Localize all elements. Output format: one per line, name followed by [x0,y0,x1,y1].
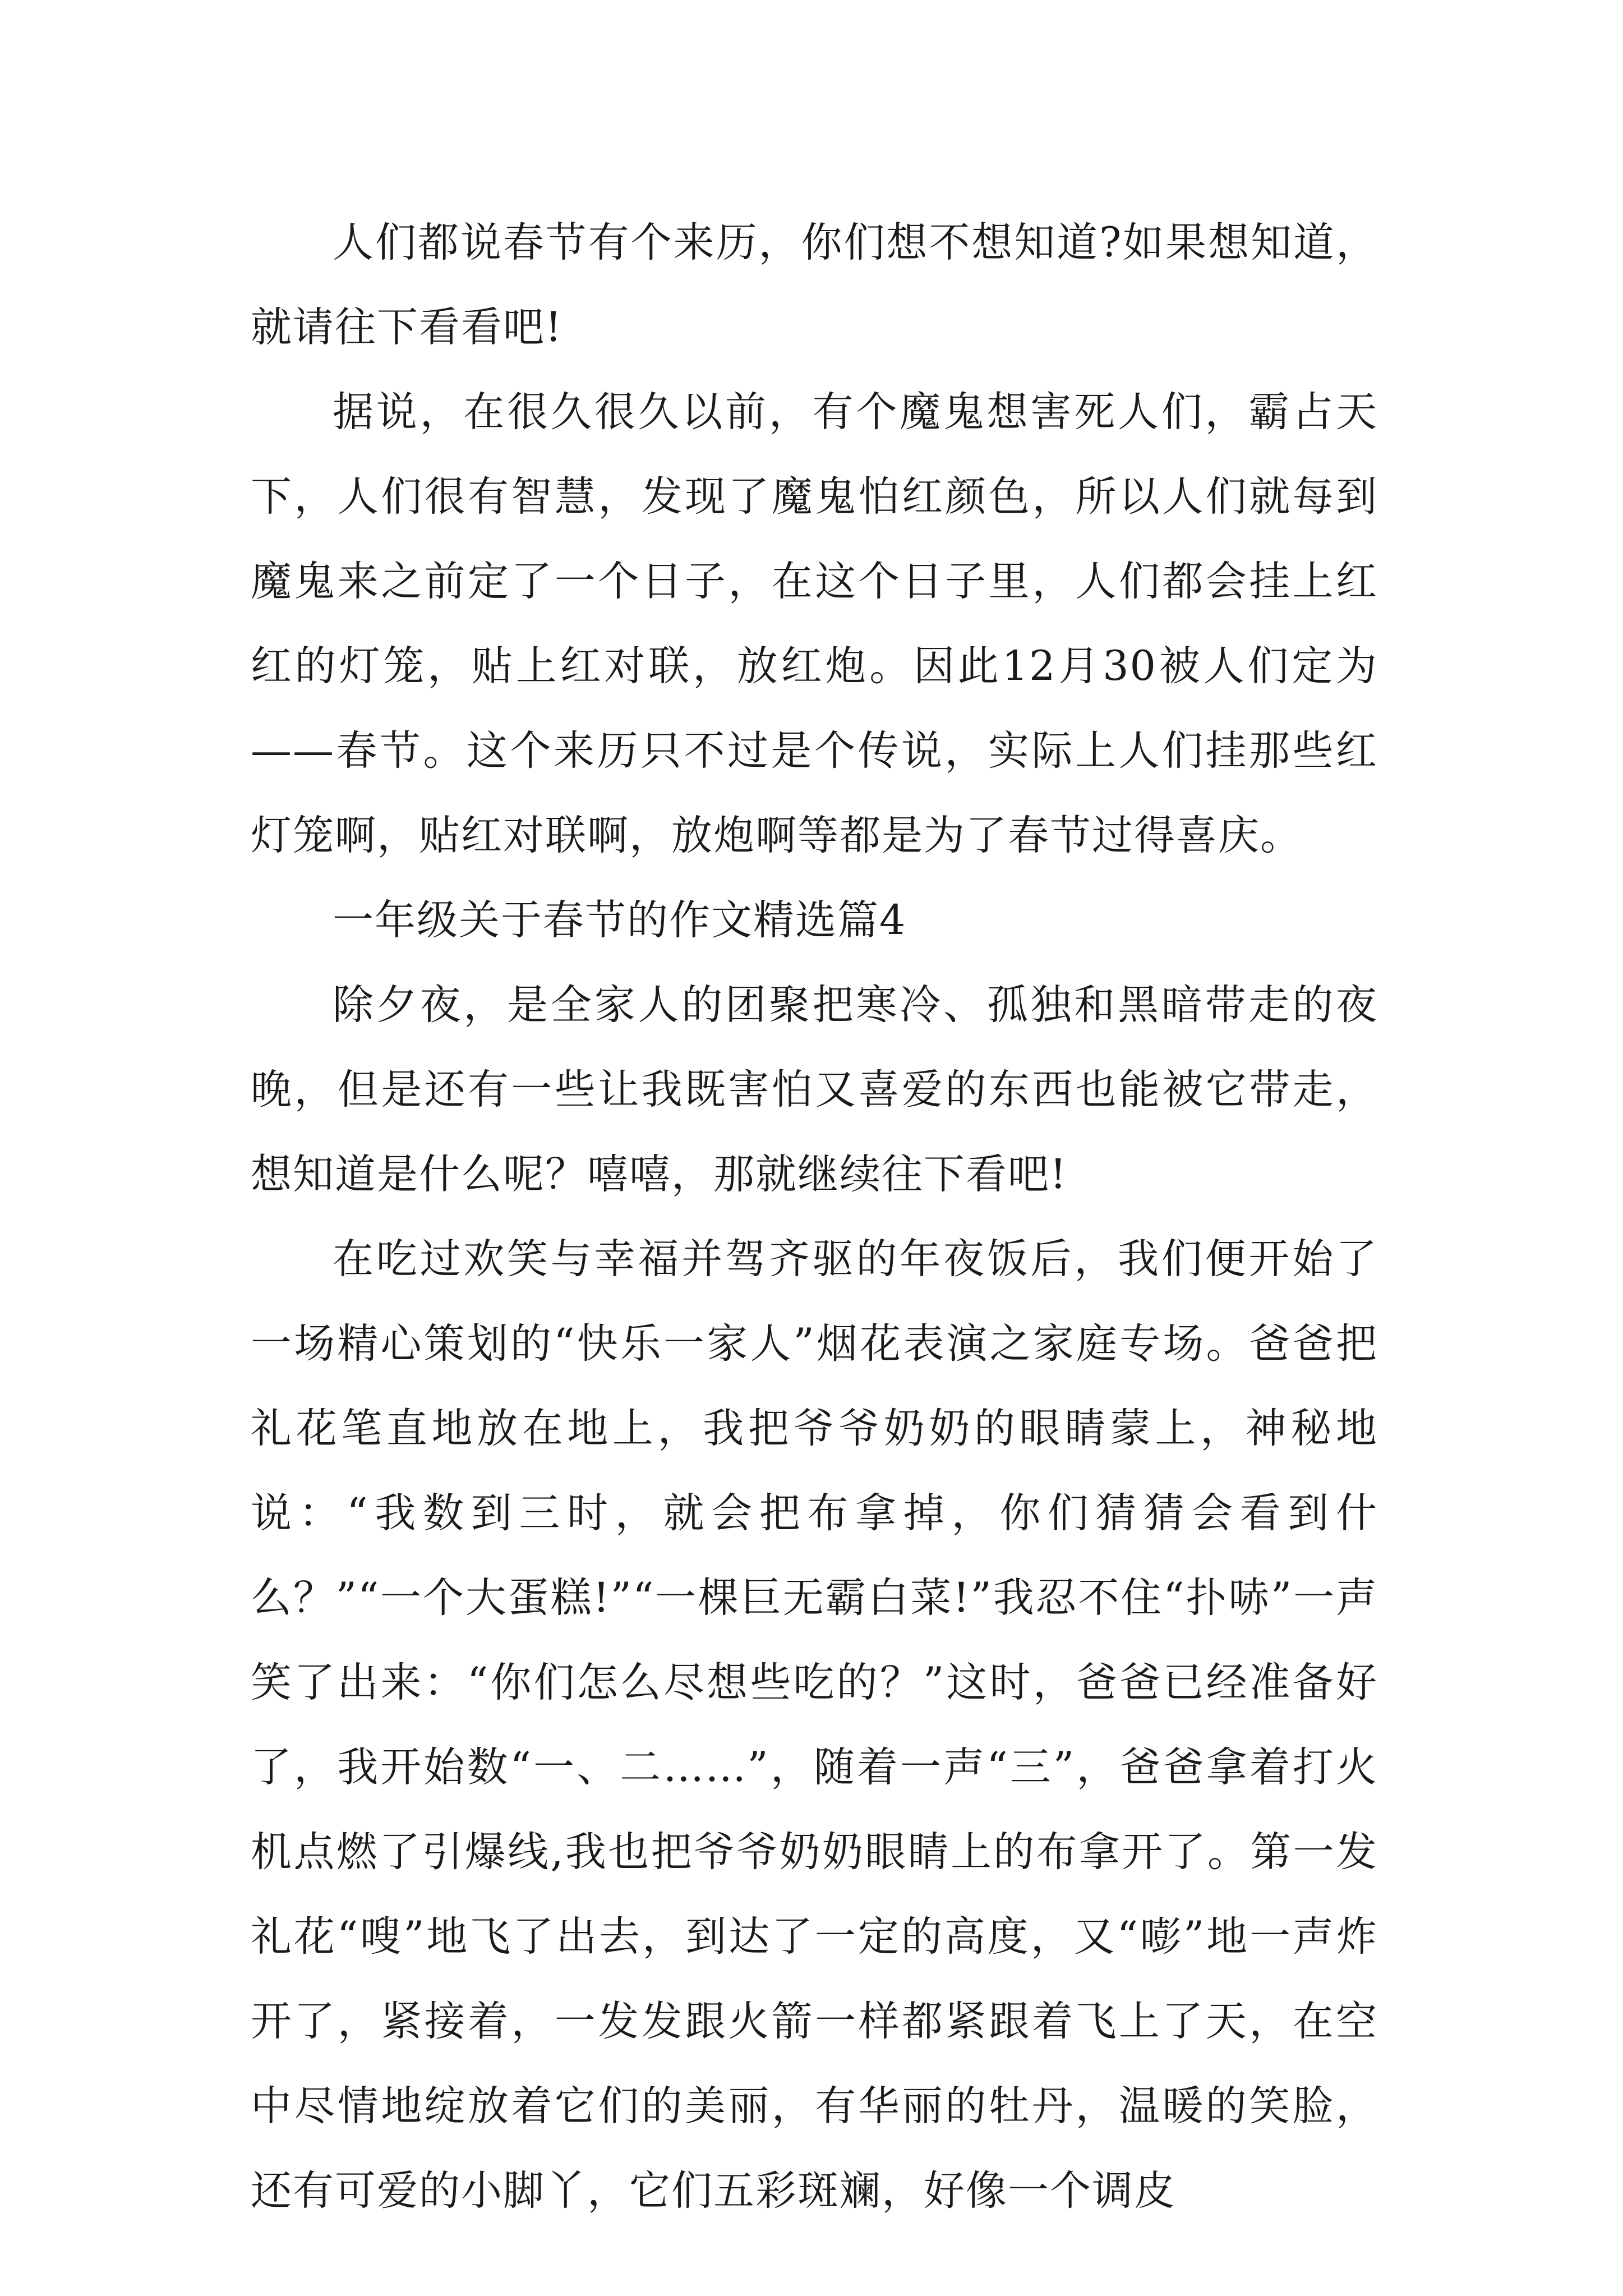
section-heading: 一年级关于春节的作文精选篇4 [333,896,907,944]
document-body [251,200,1378,2233]
paragraph-intro: 人们都说春节有个来历，你们想不想知道?如果想知道，就请往下看看吧! [251,219,1378,351]
paragraph-legend: 据说，在很久很久以前，有个魔鬼想害死人们，霸占天下，人们很有智慧，发现了魔鬼怕红颜色，所以人们就每到魔鬼来之前定了一个日子，在这个日子里，人们都会挂上红红的灯笼，贴上红对联，放红炮。因此12月30被人们定为——春节。这个来历只不过是个传说，实际上人们挂那些红灯笼啊，贴红对联啊，放炮啊等都是为了春节过得喜庆。 [251,388,1378,859]
paragraph-fireworks: 在吃过欢笑与幸福并驾齐驱的年夜饭后，我们便开始了一场精心策划的“快乐一家人”烟花表演之家庭专场。爸爸把礼花笔直地放在地上，我把爷爷奶奶的眼睛蒙上，神秘地说：“我数到三时，就会把布拿掉，你们猜猜会看到什么？”“一个大蛋糕!”“一棵巨无霸白菜!”我忍不住“扑哧”一声笑了出来：“你们怎么尽想些吃的？”这时，爸爸已经准备好了，我开始数“一、二……”，随着一声“三”，爸爸拿着打火机点燃了引爆线,我也把爷爷奶奶眼睛上的布拿开了。第一发礼花“嗖”地飞了出去，到达了一定的高度，又“嘭”地一声炸开了，紧接着，一发发跟火箭一样都紧跟着飞上了天，在空中尽情地绽放着它们的美丽，有华丽的牡丹，温暖的笑脸，还有可爱的小脚丫，它们五彩斑斓，好像一个调皮 [251,1235,1378,2215]
paragraph-new-years-eve: 除夕夜，是全家人的团聚把寒冷、孤独和黑暗带走的夜晚，但是还有一些让我既害怕又喜爱的东西也能被它带走，想知道是什么呢？嘻嘻，那就继续往下看吧! [251,981,1378,1198]
